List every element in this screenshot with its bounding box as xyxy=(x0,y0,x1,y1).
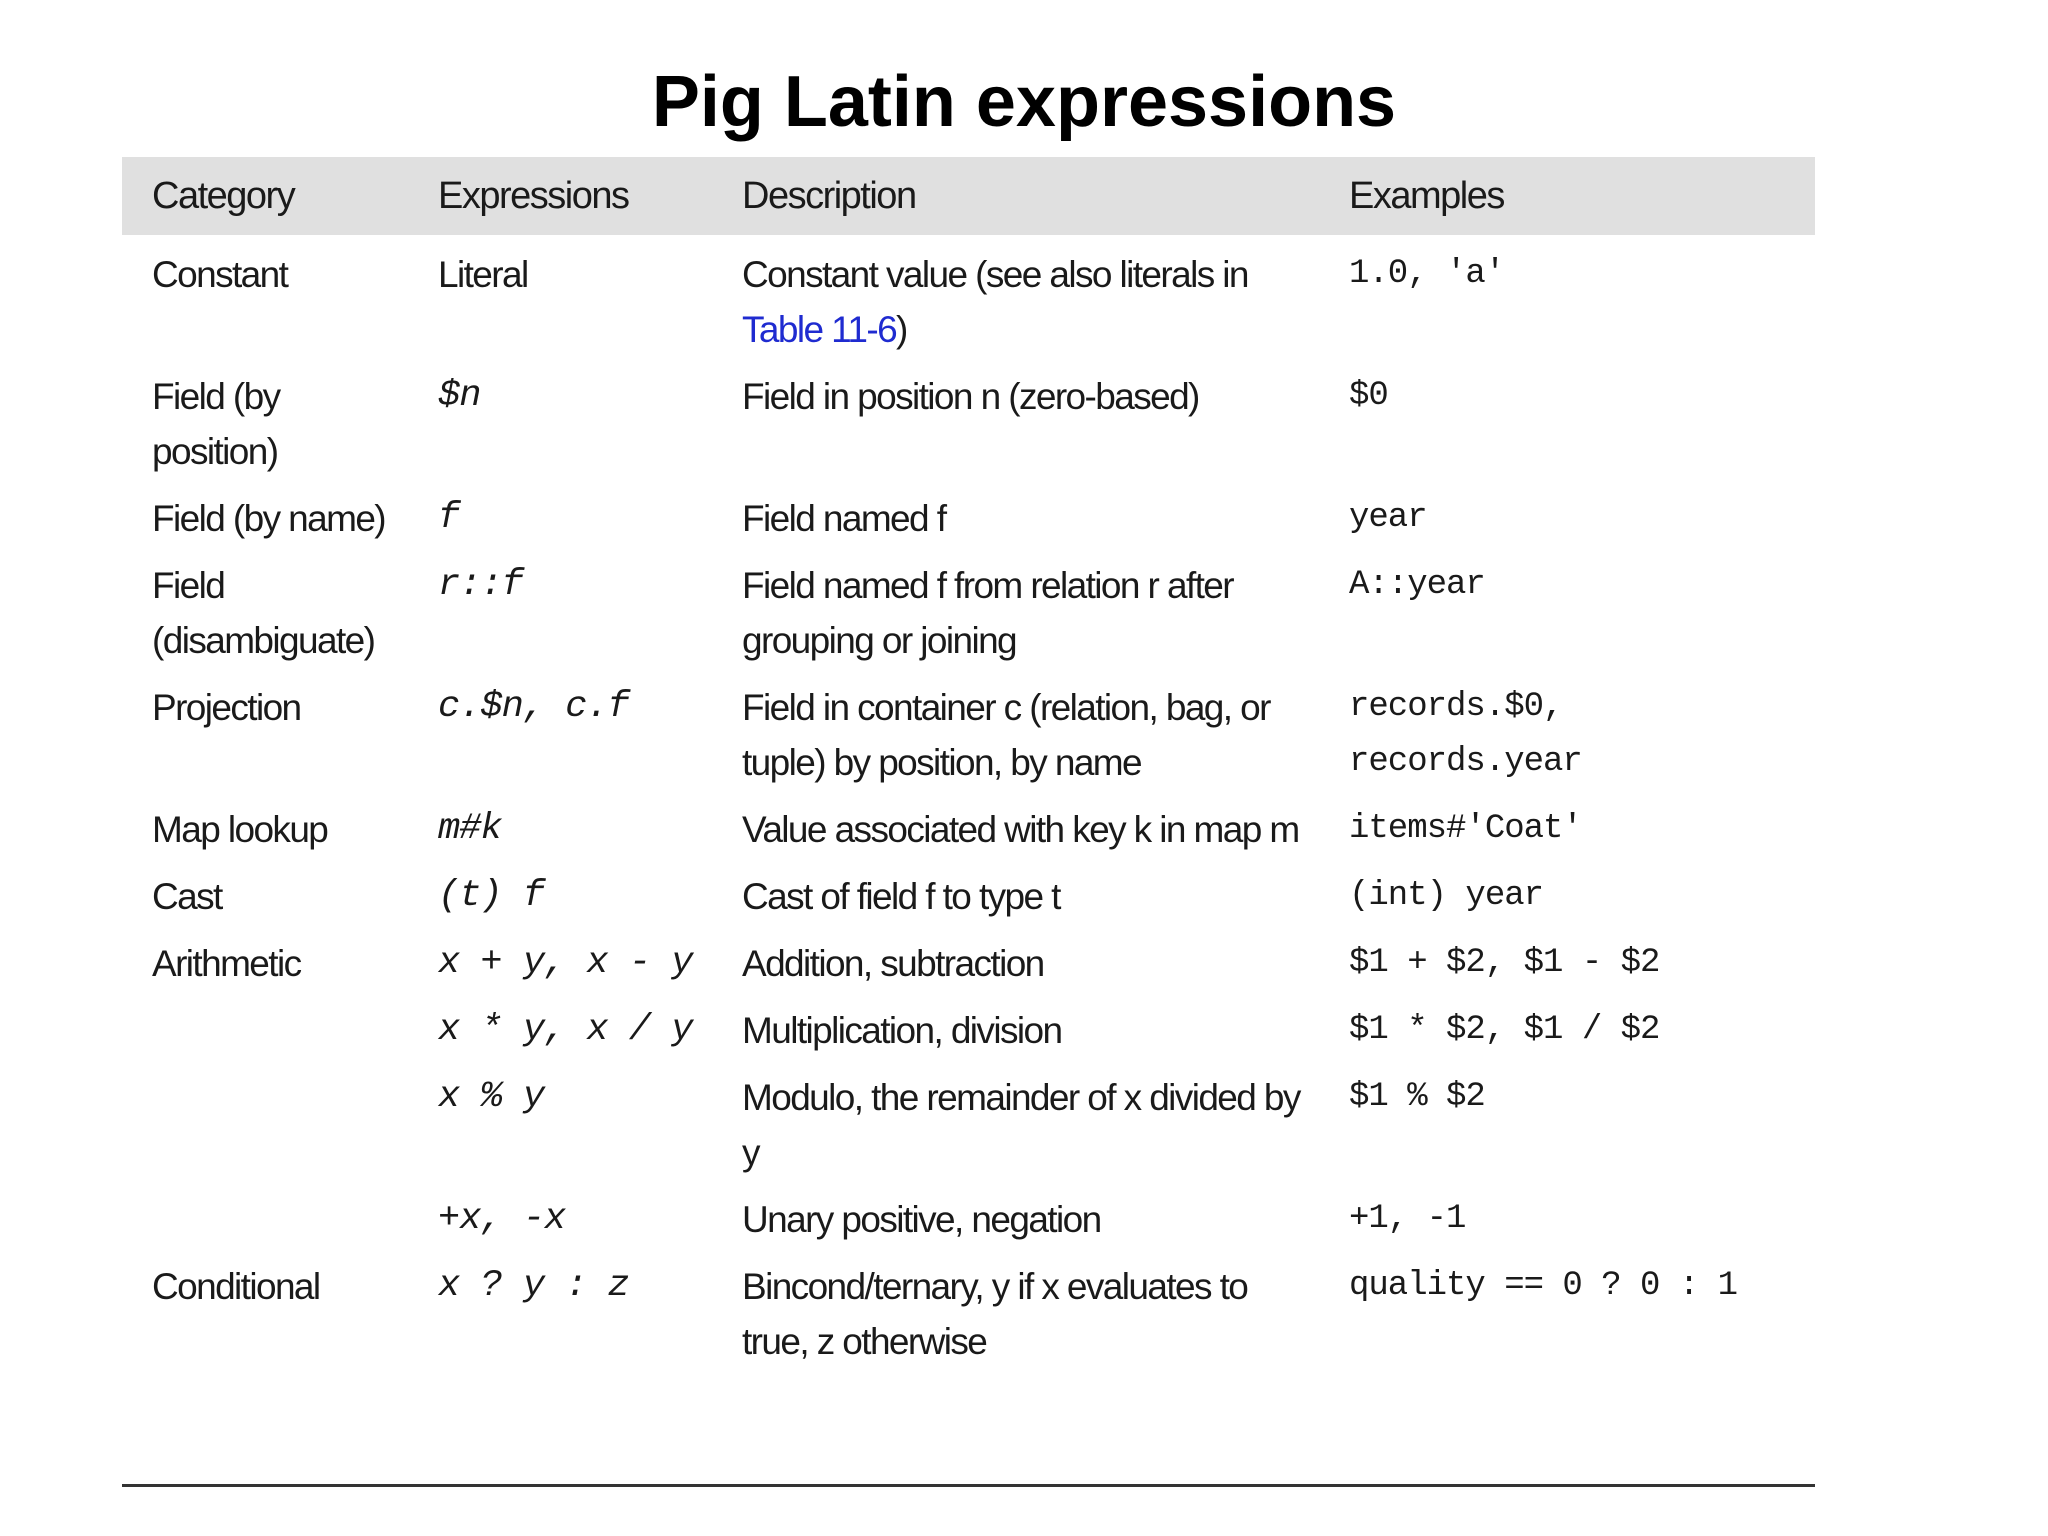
cell-category: Field (by name) xyxy=(152,498,386,539)
table-row xyxy=(122,235,1815,357)
cell-description: Modulo, the remainder of x divided by y xyxy=(742,1077,1300,1173)
table-row xyxy=(122,479,1815,546)
table-row xyxy=(122,924,1815,991)
cell-expression: c.$n, c.f xyxy=(438,686,629,728)
table-header xyxy=(122,157,1815,235)
cell-category: Map lookup xyxy=(152,809,328,850)
cell-expression: f xyxy=(438,497,460,539)
cell-description: Unary positive, negation xyxy=(742,1199,1101,1240)
table-header-row xyxy=(122,157,1815,235)
cell-example: items#'Coat' xyxy=(1349,810,1582,848)
cell-description: Field named f xyxy=(742,498,946,539)
table-row xyxy=(122,1247,1815,1369)
cell-example: $1 + $2, $1 - $2 xyxy=(1349,944,1660,982)
header-description: Description xyxy=(742,174,916,217)
table-row xyxy=(122,546,1815,668)
cell-example: year xyxy=(1349,499,1427,537)
cell-expression: +x, -x xyxy=(438,1198,566,1240)
table-row xyxy=(122,1058,1815,1180)
cell-description: Addition, subtraction xyxy=(742,943,1044,984)
table-row xyxy=(122,991,1815,1058)
cell-example: $0 xyxy=(1349,377,1388,415)
cell-description xyxy=(712,235,1319,357)
cell-example: quality == 0 ? 0 : 1 xyxy=(1349,1267,1738,1305)
cell-example: records.$0, records.year xyxy=(1349,688,1582,781)
expressions-table xyxy=(122,157,1815,1369)
cell-description: Field in container c (relation, bag, or tuple) by position, by name xyxy=(742,687,1270,783)
cell-description: Field named f from relation r after grouping or joining xyxy=(742,565,1233,661)
cell-category: Projection xyxy=(152,687,301,728)
cell-example: +1, -1 xyxy=(1349,1200,1466,1238)
cell-expression: Literal xyxy=(438,254,528,295)
cell-description: Bincond/ternary, y if x evaluates to true, z otherwise xyxy=(742,1266,1248,1362)
table-reference-link[interactable]: Table 11-6 xyxy=(742,309,897,350)
cell-example: 1.0, 'a' xyxy=(1349,255,1505,293)
cell-example: $1 % $2 xyxy=(1349,1078,1485,1116)
header-category: Category xyxy=(152,174,295,217)
cell-expression: (t) f xyxy=(438,875,545,917)
cell-description: Multiplication, division xyxy=(742,1010,1062,1051)
cell-category: Field (disambiguate) xyxy=(152,565,375,661)
cell-category xyxy=(122,1180,408,1247)
cell-expression: x + y, x - y xyxy=(438,942,693,984)
cell-example: A::year xyxy=(1349,566,1485,604)
table-row xyxy=(122,790,1815,857)
cell-description: Field in position n (zero-based) xyxy=(742,376,1199,417)
page-title: Pig Latin expressions xyxy=(651,62,1397,142)
cell-category xyxy=(122,1058,408,1180)
cell-expression: x ? y : z xyxy=(438,1265,629,1307)
cell-expression: $n xyxy=(438,375,481,417)
cell-category: Conditional xyxy=(152,1266,320,1307)
cell-description: Cast of field f to type t xyxy=(742,876,1060,917)
header-expressions: Expressions xyxy=(438,174,629,217)
cell-expression: m#k xyxy=(438,808,502,850)
cell-expression: x % y xyxy=(438,1076,545,1118)
cell-category: Constant xyxy=(152,254,288,295)
expressions-table-container xyxy=(122,157,1815,1369)
cell-category xyxy=(122,991,408,1058)
cell-example: $1 * $2, $1 / $2 xyxy=(1349,1011,1660,1049)
cell-category: Arithmetic xyxy=(152,943,301,984)
cell-expression: x * y, x / y xyxy=(438,1009,693,1051)
description-text: Constant value (see also literals in xyxy=(742,254,1248,295)
cell-expression: r::f xyxy=(438,564,523,606)
table-row xyxy=(122,668,1815,790)
header-examples: Examples xyxy=(1349,174,1504,217)
table-body xyxy=(122,235,1815,1369)
table-row xyxy=(122,857,1815,924)
cell-example: (int) year xyxy=(1349,877,1544,915)
bottom-divider xyxy=(122,1484,1815,1487)
table-row xyxy=(122,357,1815,479)
cell-category: Field (by position) xyxy=(152,376,280,472)
cell-description: Value associated with key k in map m xyxy=(742,809,1299,850)
cell-category: Cast xyxy=(152,876,222,917)
table-row xyxy=(122,1180,1815,1247)
description-suffix: ) xyxy=(896,309,907,350)
